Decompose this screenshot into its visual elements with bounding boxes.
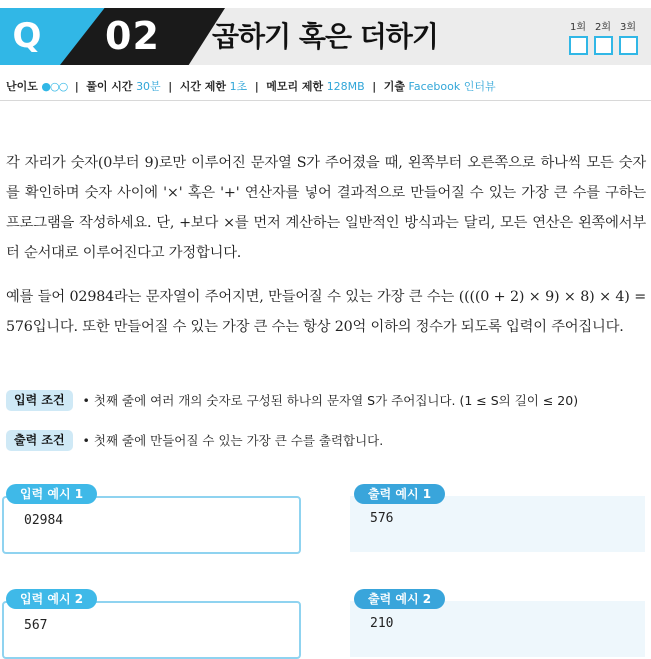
- output-example-box: [350, 496, 645, 552]
- time-limit-label: 시간 제한: [179, 80, 227, 93]
- round-label: 1회: [569, 22, 587, 33]
- separator: |: [74, 80, 79, 93]
- output-example-label: 출력 예시 2: [354, 589, 445, 609]
- output-condition: [6, 429, 383, 451]
- header-banner: [0, 0, 651, 70]
- difficulty-label: 난이도: [6, 80, 38, 93]
- source-value: Facebook 인터뷰: [408, 80, 496, 93]
- separator: |: [254, 80, 259, 93]
- input-condition: [6, 389, 578, 411]
- separator: |: [372, 80, 377, 93]
- input-example-box: [2, 601, 301, 659]
- problem-meta: [6, 79, 496, 95]
- memory-limit-label: 메모리 제한: [266, 80, 324, 93]
- input-example-value: 567: [24, 618, 48, 633]
- memory-limit-value: 128MB: [326, 80, 365, 93]
- input-condition-tag: 입력 조건: [6, 390, 73, 411]
- round-label: 2회: [594, 22, 612, 33]
- input-condition-text: • 첫째 줄에 여러 개의 숫자로 구성된 하나의 문자열 S가 주어집니다. (1 ≤ S의 길이 ≤ 20): [82, 393, 579, 408]
- source-label: 기출: [383, 80, 406, 93]
- solve-time-value: 30분: [136, 80, 161, 93]
- divider: [0, 100, 651, 101]
- input-example-label: 입력 예시 2: [6, 589, 97, 609]
- difficulty-dots: ●○○: [41, 80, 68, 93]
- problem-paragraph-1: 각 자리가 숫자(0부터 9)로만 이루어진 문자열 S가 주어졌을 때, 왼쪽부터 오른쪽으로 하나씩 모든 숫자를 확인하며 숫자 사이에 '×' 혹은 '+' 연산자를 넣어 결과적으로 만들어질 수 있는 가장 큰 수를 구하는 프로그램을 작성하세요. 단, +보다 ×를 먼저 계산하는 일반적인 방식과는 달리, 모든 연산은 왼쪽에서부터 순서대로 이루어진다고 가정합니다.: [6, 155, 646, 261]
- output-example-box: [350, 601, 645, 657]
- page-title: 곱하기 혹은 더하기: [212, 20, 438, 53]
- question-number: 02: [105, 14, 160, 58]
- solve-time-label: 풀이 시간: [86, 80, 133, 93]
- output-example-label: 출력 예시 1: [354, 484, 445, 504]
- question-letter: Q: [12, 16, 42, 56]
- round-3-checkbox[interactable]: [608, 22, 648, 55]
- separator: |: [168, 80, 173, 93]
- input-example-value: 02984: [24, 513, 64, 528]
- checkbox-square[interactable]: [619, 36, 638, 55]
- output-example-value: 210: [370, 616, 394, 631]
- round-label: 3회: [619, 22, 637, 33]
- problem-paragraph-2: 예를 들어 02984라는 문자열이 주어지면, 만들어질 수 있는 가장 큰 수는 ((((0 + 2) × 9) × 8) × 4) = 576입니다. 또한 만들어질 수 있는 가장 큰 수는 항상 20억 이하의 정수가 되도록 입력이 주어집니다.: [6, 289, 646, 335]
- output-condition-text: • 첫째 줄에 만들어질 수 있는 가장 큰 수를 출력합니다.: [82, 433, 384, 448]
- time-limit-value: 1초: [229, 80, 248, 93]
- input-example-label: 입력 예시 1: [6, 484, 97, 504]
- output-example-value: 576: [370, 511, 394, 526]
- input-example-box: [2, 496, 301, 554]
- output-condition-tag: 출력 조건: [6, 430, 73, 451]
